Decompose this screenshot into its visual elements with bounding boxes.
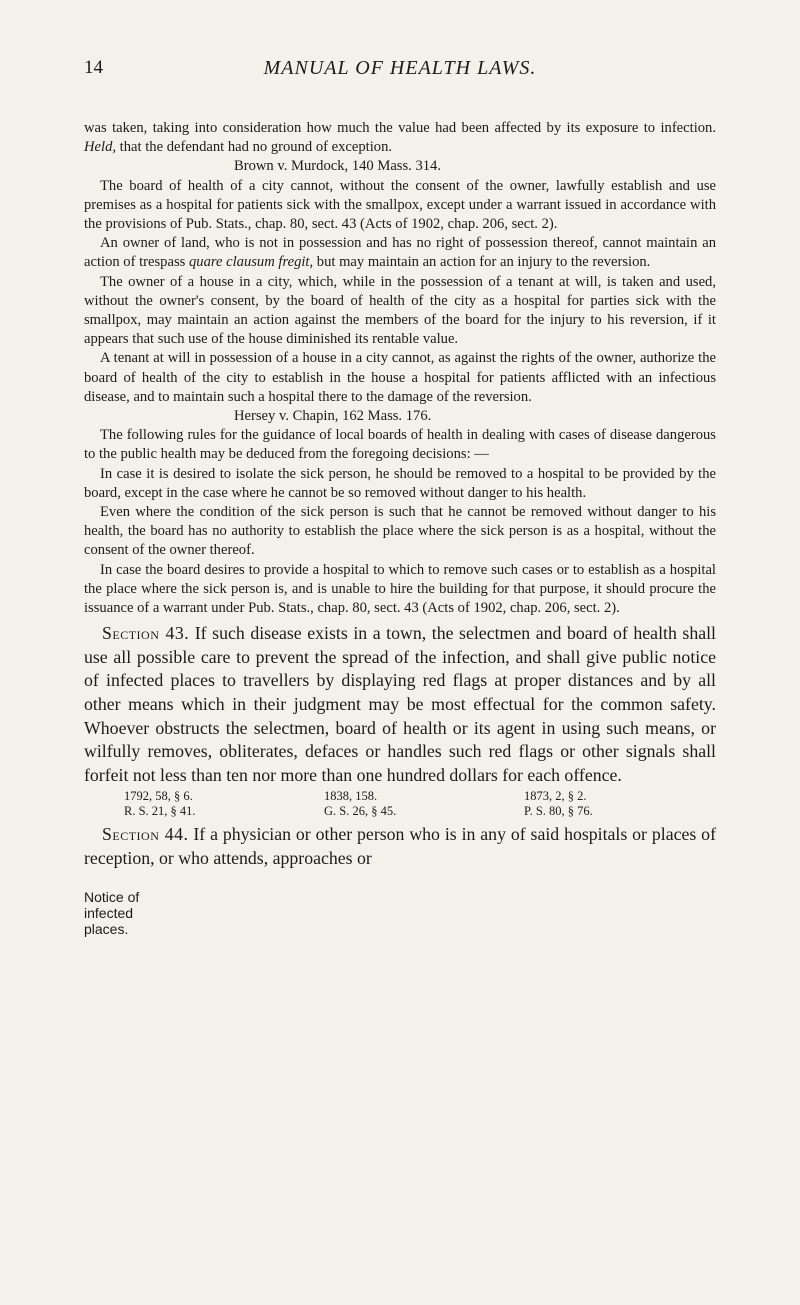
paragraph-1-text-a: was taken, taking into consideration how much the value had been affected by its exposure to infection. xyxy=(84,120,716,136)
paragraph-2 xyxy=(84,177,716,235)
paragraph-2-text: The board of health of a city cannot, without the consent of the owner, lawfully establish and use premises as a hospital for patients sick with the smallpox, except under a warrant issued in accordance with the provisions of Pub. Stats., chap. 80, sect. 43 (Acts of 1902, chap. 206, sect. 2). xyxy=(84,177,716,233)
paragraph-3 xyxy=(84,234,716,272)
reference: G. S. 26, § 45. xyxy=(324,804,397,819)
case-citation-1: Brown v. Murdock, 140 Mass. 314. xyxy=(234,158,442,175)
section-43-block xyxy=(84,622,716,787)
paragraph-3-text-b: but may maintain an action for an injury to the reversion. xyxy=(313,254,651,271)
case-citation-2: Hersey v. Chapin, 162 Mass. 176. xyxy=(234,408,432,425)
reference: 1792, 58, § 6. xyxy=(124,789,193,804)
section-44 xyxy=(84,823,716,870)
running-title: MANUAL OF HEALTH LAWS. xyxy=(263,57,537,79)
reference: P. S. 80, § 76. xyxy=(524,804,593,819)
section-43-label: Section 43. xyxy=(102,623,190,644)
page-number: 14 xyxy=(84,57,103,78)
paragraph-6-text: The following rules for the guidance of local boards of health in dealing with cases of disease dangerous to the public health may be deduced from the foregoing decisions: — xyxy=(84,427,716,463)
paragraph-1-text-b: that the defendant had no ground of exception. xyxy=(116,139,393,156)
paragraph-5-text: A tenant at will in possession of a house in a city cannot, as against the rights of the owner, authorize the board of health of the city to establish in the house a hospital for patients afflicted with an infectious disease, and to maintain such a hospital there to the damage of the reversion. xyxy=(84,350,716,405)
margin-note: Notice of infected places. xyxy=(84,889,170,937)
reference: R. S. 21, § 41. xyxy=(124,804,196,819)
paragraph-8 xyxy=(84,503,716,561)
paragraph-4-text: The owner of a house in a city, which, while in the possession of a tenant at will, is taken and used, without the owner's consent, by the board of health of the city as a hospital for parties sick with the smallpox, may maintain an action against the members of the board for the injury to his reversion, if it appears that such use of the house diminished its rentable value. xyxy=(84,273,716,348)
paragraph-6 xyxy=(84,426,716,464)
latin-phrase: quare clausum fregit, xyxy=(188,254,314,271)
section-44-label: Section 44. xyxy=(102,824,189,845)
paragraph-9-text: In case the board desires to provide a hospital to which to remove such cases or to establish as a hospital the place where the sick person is, and is unable to hire the building for that purpose, it should procure the issuance of a warrant under Pub. Stats., chap. 80, sect. 43 (Acts of 1902, chap. 206, sect. 2). xyxy=(84,561,716,617)
section-44-text: If a physician or other person who is in any of said hospitals or places of reception, or who attends, approaches or xyxy=(84,824,716,869)
reference: 1873, 2, § 2. xyxy=(524,789,587,804)
section-43 xyxy=(84,622,716,787)
page-header xyxy=(0,57,800,89)
section-43-text: If such disease exists in a town, the selectmen and board of health shall use all possible care to prevent the spread of the infection, and shall give public notice of infected places to travellers by displaying red flags at proper distances and by all other means which in their judgment may be most effectual for the common safety. Whoever obstructs the selectmen, board of health or its agent in using such means, or wilfully removes, obliterates, defaces or handles such red flags or other signals shall forfeit not less than ten nor more than one hundred dollars for each offence. xyxy=(84,623,716,785)
held-word: Held, xyxy=(84,139,117,156)
paragraph-9 xyxy=(84,561,716,619)
reference: 1838, 158. xyxy=(324,789,378,804)
paragraph-7-text: In case it is desired to isolate the sick person, he should be removed to a hospital to be provided by the board, except in the case where he cannot be so removed without danger to his health. xyxy=(84,465,716,501)
paragraph-1 xyxy=(84,119,716,157)
paragraph-7 xyxy=(84,465,716,503)
paragraph-5 xyxy=(84,349,716,407)
paragraph-3-text-a: An owner of land, who is not in possession and has no right of possession thereof, cannot maintain an action of trespass xyxy=(84,235,716,271)
statute-references xyxy=(84,789,716,819)
paragraph-4 xyxy=(84,273,716,350)
page-body xyxy=(84,119,716,871)
paragraph-8-text: Even where the condition of the sick person is such that he cannot be removed without danger to his health, the board has no authority to establish the place where the sick person is as a hospital, without the consent of the owner thereof. xyxy=(84,504,716,559)
